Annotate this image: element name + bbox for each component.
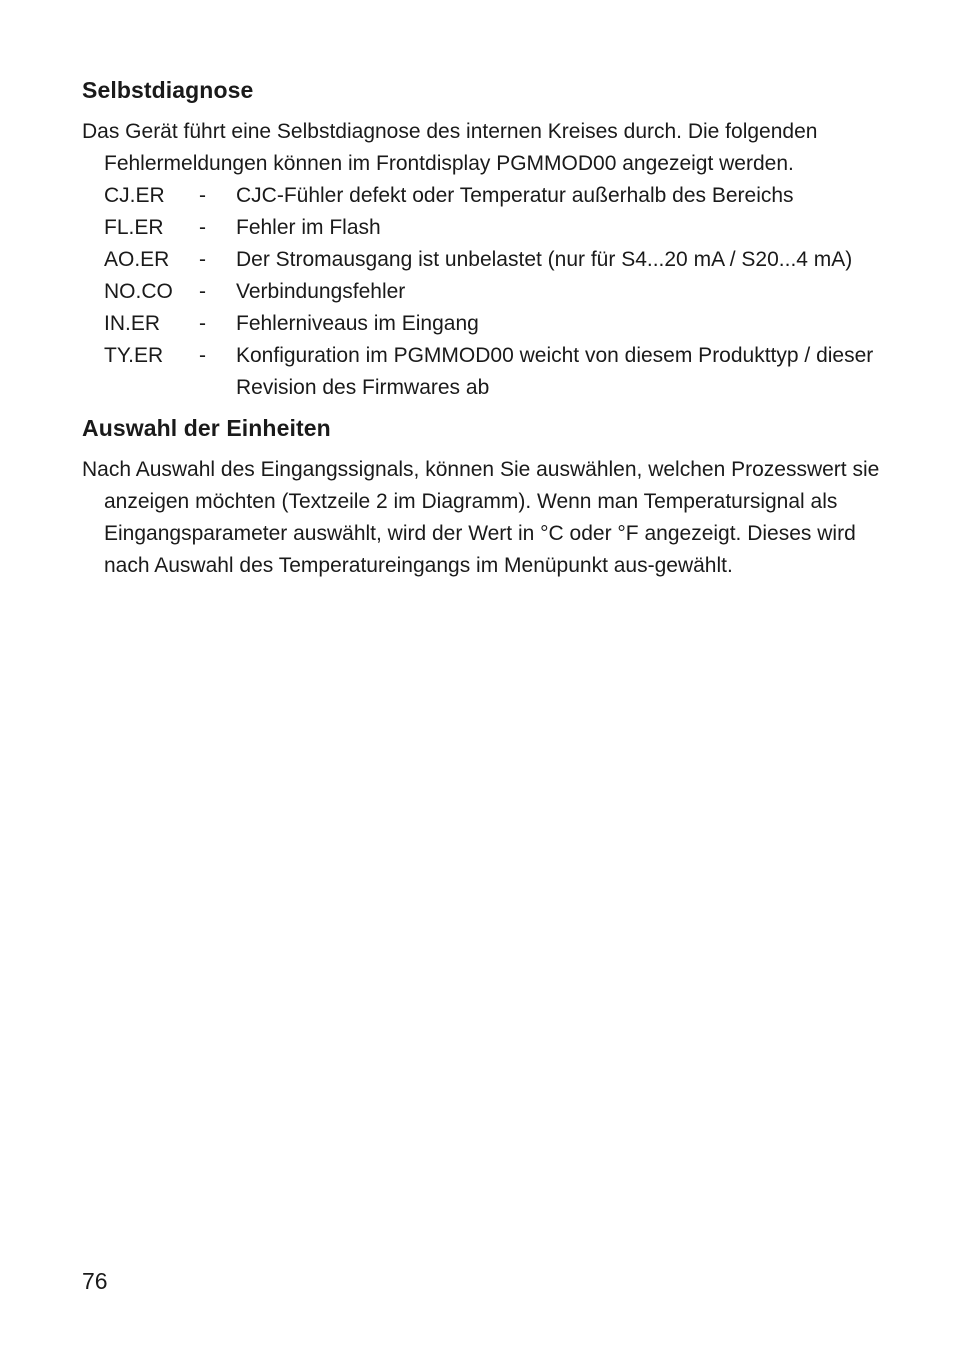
error-code: AO.ER [104, 248, 170, 271]
error-description: Fehlerniveaus im Eingang [236, 312, 479, 335]
error-dash: - [199, 344, 206, 367]
error-description: Konfiguration im PGMMOD00 weicht von diesem Produkttyp / dieser Revision des Firmwares ab [236, 344, 874, 399]
error-description: Verbindungsfehler [236, 280, 406, 303]
list-item [82, 276, 902, 308]
error-description: Fehler im Flash [236, 216, 381, 239]
error-dash: - [199, 280, 206, 303]
error-code: IN.ER [104, 312, 161, 335]
section-auswahl-der-einheiten [82, 412, 902, 582]
list-item [82, 212, 902, 244]
section-heading: Auswahl der Einheiten [82, 415, 331, 441]
error-code: CJ.ER [104, 184, 165, 207]
error-description: Der Stromausgang ist unbelastet (nur für S4...20 mA / S20...4 mA) [236, 248, 853, 271]
error-code: FL.ER [104, 216, 164, 239]
list-item [82, 308, 902, 340]
page-number: 76 [82, 1268, 108, 1294]
document-page [82, 74, 902, 582]
list-item [82, 244, 902, 276]
section-intro: Das Gerät führt eine Selbstdiagnose des internen Kreises durch. Die folgenden Fehlermeldungen können im Frontdisplay PGMMOD00 angezeigt werden. [82, 120, 818, 175]
section-heading: Selbstdiagnose [82, 77, 254, 103]
section-selbstdiagnose [82, 74, 902, 404]
error-dash: - [199, 184, 206, 207]
list-item [82, 340, 902, 404]
section-body: Nach Auswahl des Eingangssignals, können Sie auswählen, welchen Prozesswert sie anzeigen möchten (Textzeile 2 im Diagramm). Wenn man Temperatursignal als Eingangsparameter auswählt, wird der Wert in °C oder °F angezeigt. Dieses wird nach Auswahl des Temperatureingangs im Menüpunkt aus-gewählt. [82, 458, 880, 577]
error-description: CJC-Fühler defekt oder Temperatur außerhalb des Bereichs [236, 184, 794, 207]
error-code: NO.CO [104, 280, 173, 303]
error-dash: - [199, 312, 206, 335]
error-code-list [82, 180, 902, 404]
list-item [82, 180, 902, 212]
error-code: TY.ER [104, 344, 164, 367]
error-dash: - [199, 216, 206, 239]
error-dash: - [199, 248, 206, 271]
